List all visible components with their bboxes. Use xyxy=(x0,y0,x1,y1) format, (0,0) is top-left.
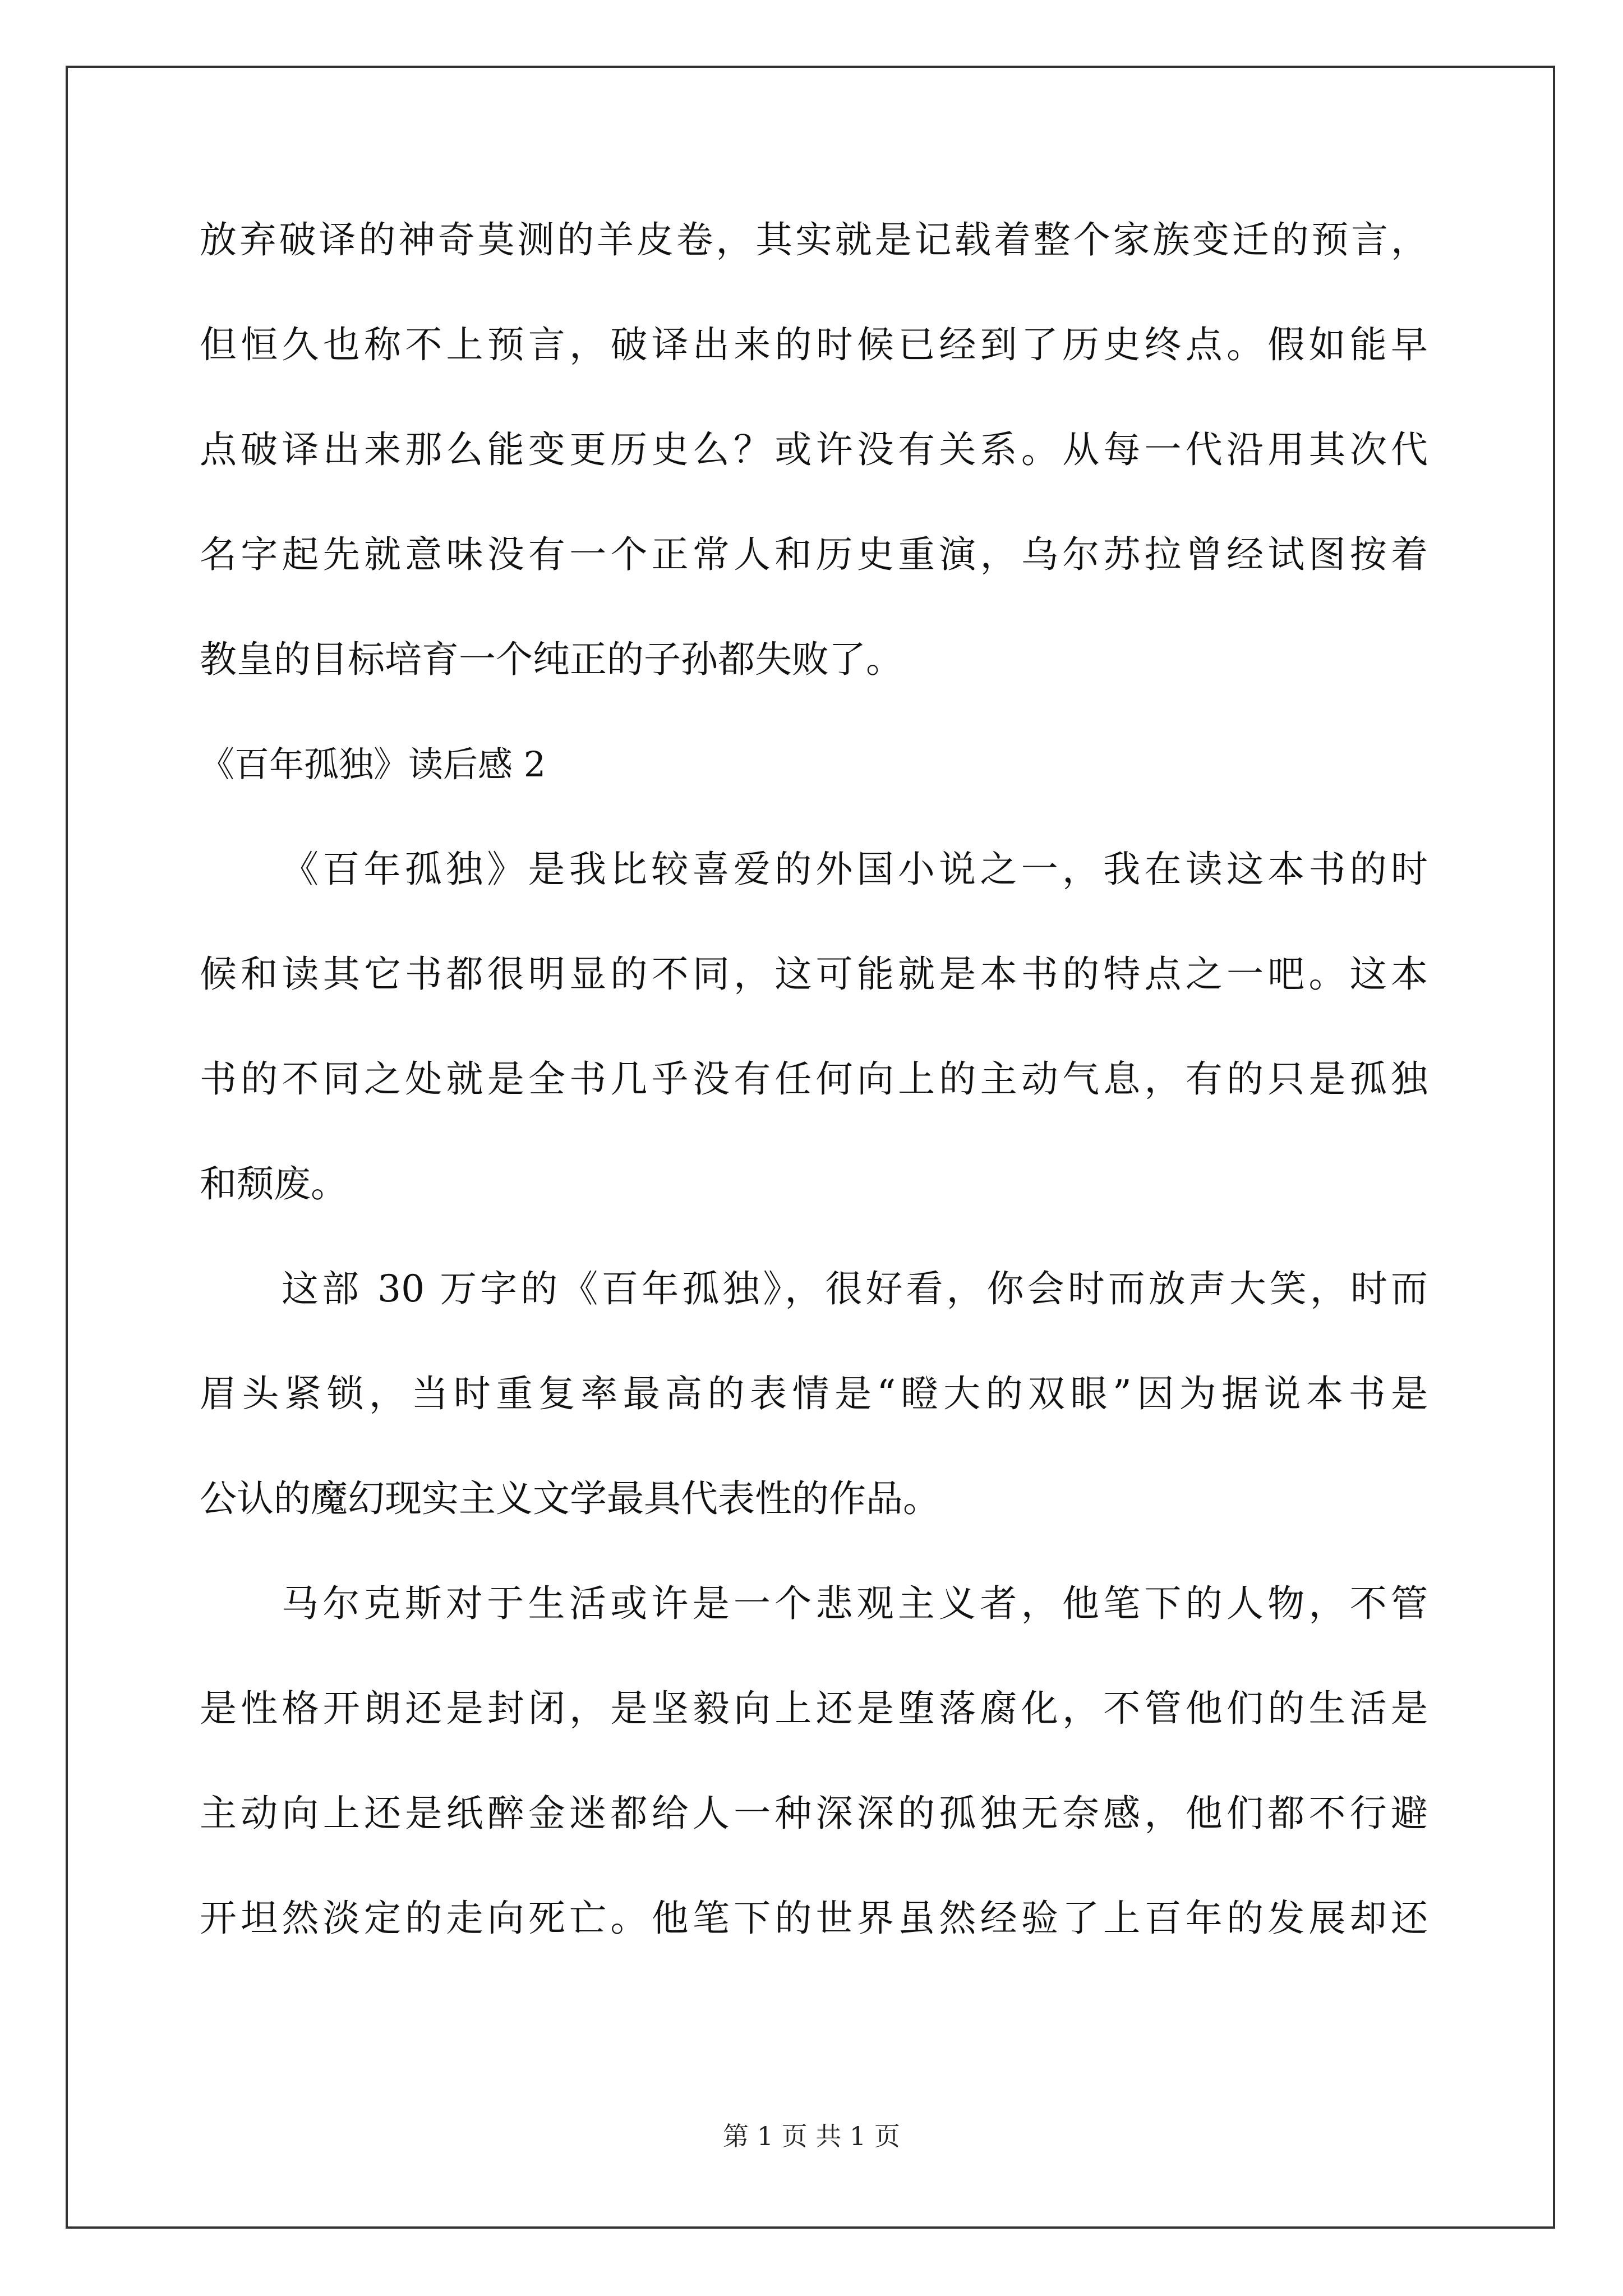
text-line: 和颓废。 xyxy=(200,1162,348,1205)
text-line: 候和读其它书都很明显的不同，这可能就是本书的特点之一吧。这本 xyxy=(200,953,1428,996)
page-number-footer: 第 1 页 共 1 页 xyxy=(723,2121,900,2151)
text-line: 马尔克斯对于生活或许是一个悲观主义者，他笔下的人物，不管 xyxy=(282,1582,1428,1625)
text-line: 《百年孤独》是我比较喜爱的外国小说之一，我在读这本书的时 xyxy=(282,848,1428,891)
text-line: 书的不同之处就是全书几乎没有任何向上的主动气息，有的只是孤独 xyxy=(200,1057,1428,1101)
section-heading: 《百年孤独》读后感 2 xyxy=(200,744,546,785)
text-line: 教皇的目标培育一个纯正的子孙都失败了。 xyxy=(200,638,903,681)
text-line: 名字起先就意味没有一个正常人和历史重演，乌尔苏拉曾经试图按着 xyxy=(200,533,1428,576)
document-body xyxy=(200,212,1428,1995)
text-line: 眉头紧锁，当时重复率最高的表情是“瞪大的双眼”因为据说本书是 xyxy=(200,1372,1428,1415)
text-line: 开坦然淡定的走向死亡。他笔下的世界虽然经验了上百年的发展却还 xyxy=(200,1897,1428,1940)
text-line: 点破译出来那么能变更历史么？或许没有关系。从每一代沿用其次代 xyxy=(200,428,1428,471)
text-line: 主动向上还是纸醉金迷都给人一种深深的孤独无奈感，他们都不行避 xyxy=(200,1792,1428,1835)
text-line: 这部 30 万字的《百年孤独》，很好看，你会时而放声大笑，时而 xyxy=(282,1267,1428,1310)
text-line: 公认的魔幻现实主义文学最具代表性的作品。 xyxy=(200,1477,940,1520)
text-line: 但恒久也称不上预言，破译出来的时候已经到了历史终点。假如能早 xyxy=(200,323,1428,366)
text-line: 是性格开朗还是封闭，是坚毅向上还是堕落腐化，不管他们的生活是 xyxy=(200,1687,1428,1730)
text-line: 放弃破译的神奇莫测的羊皮卷，其实就是记载着整个家族变迁的预言， xyxy=(200,218,1428,261)
